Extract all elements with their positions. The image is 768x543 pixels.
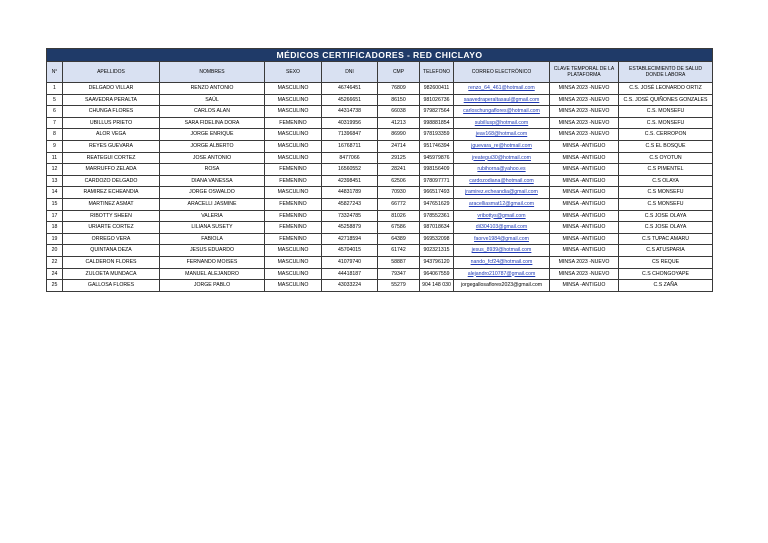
column-header-email: CORREO ELECTRÓNICO [454,62,550,83]
cell-number: 13 [47,175,63,187]
cell-surnames: MARRUFFO ZELADA [63,164,160,176]
cell-email[interactable]: aracelliasmat12@gmail.com [454,198,550,210]
table-row [47,106,713,118]
cell-health-facility: C.S JOSE OLAYA [619,210,713,222]
cell-sex: FEMENINO [265,222,322,234]
cell-names: FABIOLA [160,233,265,245]
cell-cmp: 66038 [378,106,420,118]
cell-email[interactable]: jreategui30@hotmail.com [454,152,550,164]
cell-phone: 951746394 [420,140,454,152]
cell-dni: 43033224 [322,280,378,292]
cell-health-facility: C.S JOSE OLAYA [619,222,713,234]
cell-phone: 987018634 [420,222,454,234]
table-row [47,245,713,257]
cell-names: JESUS EDUARDO [160,245,265,257]
cell-cmp: 62506 [378,175,420,187]
cell-sex: MASCULINO [265,256,322,268]
cell-surnames: CARDOZO DELGADO [63,175,160,187]
cell-phone: 998881854 [420,117,454,129]
cell-surnames: CALDERON FLORES [63,256,160,268]
cell-names: MANUEL ALEJANDRO [160,268,265,280]
table-row [47,152,713,164]
cell-email[interactable]: cardozodiana@hotmail.com [454,175,550,187]
cell-cmp: 29125 [378,152,420,164]
cell-email[interactable]: carloschungaflores@hotmail.com [454,106,550,118]
cell-cmp: 58887 [378,256,420,268]
cell-temp-password: MINSA -ANTIGUO [550,164,619,176]
cell-number: 8 [47,129,63,141]
cell-dni: 73324785 [322,210,378,222]
table-row [47,198,713,210]
cell-sex: MASCULINO [265,187,322,199]
table-row [47,280,713,292]
cell-dni: 16560552 [322,164,378,176]
table-row [47,268,713,280]
cell-surnames: ORREGO VERA [63,233,160,245]
cell-phone: 969532098 [420,233,454,245]
cell-sex: MASCULINO [265,268,322,280]
cell-phone: 945979876 [420,152,454,164]
cell-email[interactable]: faorve1984@gmail.com [454,233,550,245]
cell-names: FERNANDO MOISES [160,256,265,268]
cell-surnames: QUINTANA DEZA [63,245,160,257]
table-row [47,129,713,141]
cell-number: 6 [47,106,63,118]
cell-cmp: 79347 [378,268,420,280]
cell-dni: 40319956 [322,117,378,129]
cell-temp-password: MINSA -ANTIGUO [550,187,619,199]
cell-email[interactable]: renzo_64_461@hotmail.com [454,83,550,95]
cell-names: JORGE PABLO [160,280,265,292]
cell-temp-password: MINSA 2023 -NUEVO [550,268,619,280]
cell-surnames: DELGADO VILLAR [63,83,160,95]
cell-number: 19 [47,233,63,245]
table-row [47,222,713,234]
cell-surnames: ZULOETA MUNDACA [63,268,160,280]
cell-health-facility: C.S TUPAC AMARU [619,233,713,245]
cell-dni: 44831789 [322,187,378,199]
cell-dni: 41079740 [322,256,378,268]
cell-number: 9 [47,140,63,152]
cell-names: CARLOS ALAN [160,106,265,118]
cell-health-facility: CS REQUE [619,256,713,268]
cell-cmp: 64389 [378,233,420,245]
column-header-number: N° [47,62,63,83]
cell-names: JORGE OSWALDO [160,187,265,199]
table-row [47,187,713,199]
column-header-temp-password: CLAVE TEMPORAL DE LA PLATAFORMA [550,62,619,83]
table-title: MÉDICOS CERTIFICADORES - RED CHICLAYO [47,49,713,62]
column-header-surnames: APELLIDOS [63,62,160,83]
cell-health-facility: C.S MONSEFU [619,198,713,210]
cell-dni: 45704015 [322,245,378,257]
cell-health-facility: C.S OLAYA [619,175,713,187]
cell-number: 22 [47,256,63,268]
cell-health-facility: C.S MONSEFU [619,187,713,199]
cell-names: SAÚL [160,94,265,106]
cell-health-facility: C.S. CERROPON [619,129,713,141]
cell-cmp: 66772 [378,198,420,210]
table-row [47,233,713,245]
cell-dni: 44314738 [322,106,378,118]
table-row [47,164,713,176]
cell-temp-password: MINSA 2023 -NUEVO [550,106,619,118]
cell-cmp: 67586 [378,222,420,234]
cell-phone: 981026736 [420,94,454,106]
cell-names: SARA FIDELINA DORA [160,117,265,129]
cell-sex: FEMENINO [265,233,322,245]
cell-number: 5 [47,94,63,106]
cell-cmp: 86990 [378,129,420,141]
column-header-sex: SEXO [265,62,322,83]
cell-cmp: 61742 [378,245,420,257]
cell-sex: FEMENINO [265,175,322,187]
cell-sex: MASCULINO [265,129,322,141]
cell-email[interactable]: jesus_8939@hotmail.com [454,245,550,257]
cell-email[interactable]: jeav168@hotmail.com [454,129,550,141]
cell-names: LILIANA SUSETY [160,222,265,234]
cell-health-facility: C.S CHONGOYAPE [619,268,713,280]
cell-dni: 44418187 [322,268,378,280]
cell-health-facility: C.S. MONSEFU [619,106,713,118]
cell-temp-password: MINSA -ANTIGUO [550,245,619,257]
cell-phone: 982600411 [420,83,454,95]
cell-dni: 8477066 [322,152,378,164]
cell-phone: 947651629 [420,198,454,210]
cell-number: 17 [47,210,63,222]
cell-dni: 42718594 [322,233,378,245]
cell-names: JORGE ALBERTO [160,140,265,152]
column-header-dni: DNI [322,62,378,83]
cell-phone: 998156409 [420,164,454,176]
cell-dni: 45827243 [322,198,378,210]
cell-sex: FEMENINO [265,117,322,129]
cell-email[interactable]: dil304103@gmail.com [454,222,550,234]
table-row [47,256,713,268]
cell-sex: MASCULINO [265,106,322,118]
cell-email[interactable]: subillusp@hotmail.com [454,117,550,129]
cell-phone: 979827564 [420,106,454,118]
column-header-health-facility: ESTABLECIMIENTO DE SALUD DONDE LABORA [619,62,713,83]
cell-number: 24 [47,268,63,280]
table-row [47,210,713,222]
cell-names: JORGE ENRIQUE [160,129,265,141]
table-body [47,83,713,292]
cell-sex: MASCULINO [265,245,322,257]
cell-number: 20 [47,245,63,257]
cell-email[interactable]: vribottys@gmail.com [454,210,550,222]
cell-phone: 978097771 [420,175,454,187]
cell-cmp: 28241 [378,164,420,176]
cell-health-facility: C.S. MONSEFU [619,117,713,129]
cell-temp-password: MINSA 2023 -NUEVO [550,94,619,106]
cell-temp-password: MINSA 2023 -NUEVO [550,129,619,141]
cell-dni: 46746451 [322,83,378,95]
cell-surnames: REATEGUI CORTEZ [63,152,160,164]
cell-health-facility: C.S. JOSÉ LEONARDO ORTIZ [619,83,713,95]
cell-surnames: URIARTE CORTEZ [63,222,160,234]
cell-names: JOSE ANTONIO [160,152,265,164]
cell-temp-password: MINSA -ANTIGUO [550,175,619,187]
cell-dni: 45258879 [322,222,378,234]
column-header-row [47,62,713,83]
cell-surnames: SAAVEDRA PERALTA [63,94,160,106]
cell-cmp: 24714 [378,140,420,152]
cell-sex: FEMENINO [265,164,322,176]
cell-sex: FEMENINO [265,210,322,222]
certified-doctors-table [46,48,713,292]
cell-temp-password: MINSA -ANTIGUO [550,152,619,164]
cell-cmp: 70930 [378,187,420,199]
cell-phone: 904 148 030 [420,280,454,292]
cell-temp-password: MINSA -ANTIGUO [550,140,619,152]
cell-sex: MASCULINO [265,280,322,292]
cell-cmp: 41213 [378,117,420,129]
cell-dni: 16768711 [322,140,378,152]
cell-names: ROSA [160,164,265,176]
cell-number: 11 [47,152,63,164]
cell-email[interactable]: jramirez.echeandia@gmail.com [454,187,550,199]
cell-surnames: MARTINEZ ASMAT [63,198,160,210]
cell-health-facility: C.S ATUSPARIA [619,245,713,257]
cell-surnames: RIBOTTY SHEEN [63,210,160,222]
cell-sex: MASCULINO [265,94,322,106]
cell-surnames: ALOR VEGA [63,129,160,141]
cell-temp-password: MINSA 2023 -NUEVO [550,83,619,95]
cell-dni: 42398451 [322,175,378,187]
cell-number: 15 [47,198,63,210]
cell-temp-password: MINSA -ANTIGUO [550,222,619,234]
cell-health-facility: C.S ZAÑA [619,280,713,292]
cell-email[interactable]: rubihorna@yahoo.es [454,164,550,176]
table-row [47,83,713,95]
cell-number: 1 [47,83,63,95]
cell-temp-password: MINSA -ANTIGUO [550,198,619,210]
table-row [47,175,713,187]
cell-cmp: 55279 [378,280,420,292]
cell-surnames: UBILLUS PRIETO [63,117,160,129]
cell-phone: 943796120 [420,256,454,268]
cell-sex: MASCULINO [265,152,322,164]
column-header-phone: TELEFONO [420,62,454,83]
cell-surnames: RAMIREZ ECHEANDIA [63,187,160,199]
cell-cmp: 86150 [378,94,420,106]
cell-health-facility: C.S. JOSÉ QUIÑONES GONZALES [619,94,713,106]
cell-health-facility: C.S PIMENTEL [619,164,713,176]
cell-names: VALERIA [160,210,265,222]
cell-surnames: GALLOSA FLORES [63,280,160,292]
cell-number: 18 [47,222,63,234]
cell-sex: MASCULINO [265,140,322,152]
cell-cmp: 81026 [378,210,420,222]
cell-phone: 964067559 [420,268,454,280]
cell-dni: 71396847 [322,129,378,141]
table-row [47,140,713,152]
cell-names: DIANA VANESSA [160,175,265,187]
cell-temp-password: MINSA -ANTIGUO [550,210,619,222]
table-row [47,117,713,129]
cell-email[interactable]: jguevara_re@hotmail.com [454,140,550,152]
cell-number: 7 [47,117,63,129]
cell-email[interactable]: nando_fcf24@hotmail.com [454,256,550,268]
cell-temp-password: MINSA 2023 -NUEVO [550,256,619,268]
cell-surnames: REYES GUEVARA [63,140,160,152]
cell-health-facility: C.S EL BOSQUE [619,140,713,152]
cell-email[interactable]: alejandro210787@gmail.com [454,268,550,280]
cell-health-facility: C.S OYOTUN [619,152,713,164]
column-header-cmp: CMP [378,62,420,83]
cell-temp-password: MINSA 2023 -NUEVO [550,117,619,129]
cell-surnames: CHUNGA FLORES [63,106,160,118]
cell-dni: 45266651 [322,94,378,106]
cell-email[interactable]: saavedraperaltasaul@gmail.com [454,94,550,106]
cell-phone: 902321315 [420,245,454,257]
cell-cmp: 76809 [378,83,420,95]
cell-email: jorgegallosaflores2023@gmail.com [454,280,550,292]
cell-sex: MASCULINO [265,83,322,95]
cell-number: 12 [47,164,63,176]
cell-temp-password: MINSA -ANTIGUO [550,280,619,292]
column-header-names: NOMBRES [160,62,265,83]
cell-names: ARACELLI JASMINE [160,198,265,210]
cell-sex: FEMENINO [265,198,322,210]
cell-phone: 978193359 [420,129,454,141]
cell-number: 25 [47,280,63,292]
cell-names: RENZO ANTONIO [160,83,265,95]
table-row [47,94,713,106]
cell-number: 14 [47,187,63,199]
cell-phone: 978552361 [420,210,454,222]
cell-phone: 966517493 [420,187,454,199]
cell-temp-password: MINSA -ANTIGUO [550,233,619,245]
